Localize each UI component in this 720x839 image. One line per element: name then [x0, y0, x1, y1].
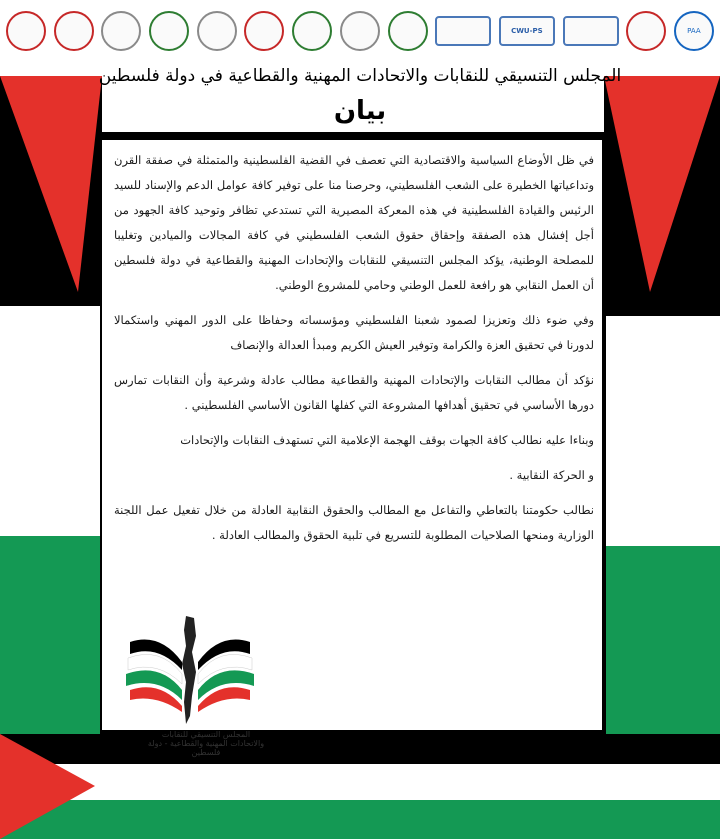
union-logo-5: [197, 11, 237, 51]
paragraph-intro: في ظل الأوضاع السياسية والاقتصادية التي تعصف في القضية الفلسطينية والمتمثلة في صفقة القرن وتداعياتها الخطيرة على الشعب الفلسطيني، وحرصنا منا على توفير كافة عوامل الدعم والإسناد للسيد الرئيس والقيادة الفلسطينية في هذه المعركة المصيرية التي تستدعي تظافر وتوحيد كافة الجهود من أجل إفشال هذه الصفقة وإحقاق حقوق الشعب الفلسطيني في كافة المجالات والميادين وتغليبا للمصلحة الوطنية، يؤكد المجلس التنسيقي للنقابات والإتحادات المهنية والقطاعية في دولة فلسطين أن العمل النقابي هو رافعة للعمل الوطني وحامي للمشروع الوطني.: [114, 153, 594, 292]
union-logo-8: [54, 11, 94, 51]
emblem-caption: المجلس التنسيقي للنقابات والاتحادات المهنية والقطاعية - دولة فلسطين: [147, 730, 265, 757]
union-logo-3: [292, 11, 332, 51]
cwu-ps-logo: CWU-PS: [499, 16, 555, 46]
palestine-map-icon: [182, 616, 196, 724]
pfs-logo: [626, 11, 666, 51]
union-logo-2: [340, 11, 380, 51]
paragraph-movement: و الحركة النقابية .: [509, 468, 594, 482]
union-logo-4: [244, 11, 284, 51]
union-logo-6: [149, 11, 189, 51]
statement-body: [114, 148, 594, 558]
union-logo-9: [6, 11, 46, 51]
ngo-logo: [563, 16, 619, 46]
engineers-logo: [435, 16, 491, 46]
paa-logo: PAA: [674, 11, 714, 51]
paragraph-government: نطالب حكومتنا بالتعاطي والتفاعل مع المطالب والحقوق النقابية العادلة من خلال تفعيل عمل اللجنة الوزارية ومنحها الصلاحيات المطلوبة للتسريع في تلبية الحقوق والمطالب العادلة .: [114, 503, 594, 542]
paragraph-media: وبناءا عليه نطالب كافة الجهات بوقف الهجمة الإعلامية التي تستهدف النقابات والإتحادات: [180, 433, 594, 447]
logos-bar: [0, 0, 720, 62]
council-emblem: [120, 612, 260, 742]
union-logo-7: [101, 11, 141, 51]
union-logo-1: [388, 11, 428, 51]
right-wing-icon: [198, 640, 254, 713]
statement-heading: بيان: [333, 96, 387, 126]
paragraph-support: وفي ضوء ذلك وتعزيزا لصمود شعبنا الفلسطيني ومؤسساته وحفاظا على الدور المهني واستكمالا لدورنا في تحقيق العزة والكرامة وتوفير العيش الكريم ومبدأ العدالة والإنصاف: [114, 313, 594, 352]
paragraph-demands: نؤكد أن مطالب النقابات والإتحادات المهنية والقطاعية مطالب عادلة وشرعية وأن النقابات تمارس دورها الأساسي في تحقيق أهدافها المشروعة التي كفلها القانون الأساسي الفلسطيني .: [114, 373, 594, 412]
council-title: المجلس التنسيقي للنقابات والاتحادات المهنية والقطاعية في دولة فلسطين: [98, 66, 622, 86]
left-wing-icon: [126, 640, 182, 713]
